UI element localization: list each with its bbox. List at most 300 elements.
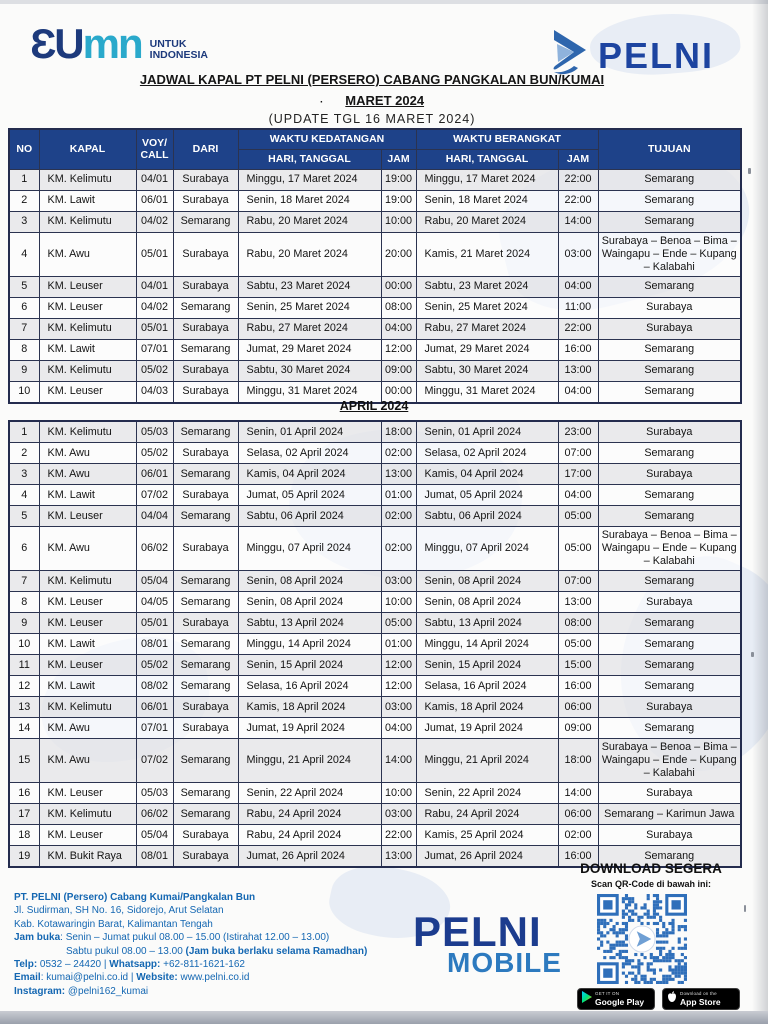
- cell-berangkat-tanggal: Minggu, 31 Maret 2024: [416, 381, 558, 403]
- cell-kedatangan-tanggal: Rabu, 24 April 2024: [238, 804, 381, 825]
- table-row: [9, 485, 741, 506]
- cell-dari: Semarang: [173, 783, 238, 804]
- cell-no: 5: [9, 276, 39, 297]
- cell-dari: Semarang: [173, 421, 238, 443]
- cell-kedatangan-jam: 19:00: [381, 169, 416, 190]
- cell-berangkat-tanggal: Selasa, 02 April 2024: [416, 443, 558, 464]
- cell-kedatangan-jam: 00:00: [381, 276, 416, 297]
- cell-voy-call: 05/04: [136, 571, 173, 592]
- cell-berangkat-jam: 02:00: [558, 825, 598, 846]
- cell-kedatangan-jam: 12:00: [381, 655, 416, 676]
- cell-tujuan: Surabaya: [598, 592, 741, 613]
- cell-tujuan: Surabaya: [598, 464, 741, 485]
- cell-berangkat-tanggal: Rabu, 20 Maret 2024: [416, 211, 558, 232]
- cell-berangkat-jam: 05:00: [558, 634, 598, 655]
- cell-voy-call: 04/01: [136, 169, 173, 190]
- cell-kapal: KM. Kelimutu: [39, 169, 136, 190]
- cell-no: 4: [9, 485, 39, 506]
- cell-voy-call: 08/01: [136, 846, 173, 868]
- cell-voy-call: 06/01: [136, 464, 173, 485]
- cell-dari: Surabaya: [173, 846, 238, 868]
- cell-dari: Semarang: [173, 592, 238, 613]
- cell-kedatangan-tanggal: Jumat, 29 Maret 2024: [238, 339, 381, 360]
- cell-kedatangan-jam: 02:00: [381, 527, 416, 571]
- cell-tujuan: Semarang: [598, 655, 741, 676]
- store-badges: [577, 988, 740, 1010]
- col-waktu-kedatangan: WAKTU KEDATANGAN: [238, 129, 416, 149]
- cell-dari: Surabaya: [173, 485, 238, 506]
- cell-kapal: KM. Awu: [39, 232, 136, 276]
- cell-kapal: KM. Leuser: [39, 655, 136, 676]
- cell-dari: Semarang: [173, 655, 238, 676]
- cell-tujuan: Surabaya – Benoa – Bima – Waingapu – Ende – Kupang – Kalabahi: [598, 739, 741, 783]
- cell-tujuan: Semarang: [598, 339, 741, 360]
- cell-kedatangan-jam: 05:00: [381, 613, 416, 634]
- cell-kedatangan-jam: 00:00: [381, 381, 416, 403]
- cell-no: 17: [9, 804, 39, 825]
- cell-kedatangan-tanggal: Rabu, 27 Maret 2024: [238, 318, 381, 339]
- table-row: [9, 783, 741, 804]
- cell-kedatangan-jam: 12:00: [381, 676, 416, 697]
- col-jam-kedatangan: JAM: [381, 149, 416, 169]
- bumn-logo-text: ƐUmn: [30, 20, 142, 67]
- table-row: [9, 655, 741, 676]
- table-row: [9, 676, 741, 697]
- cell-kapal: KM. Kelimutu: [39, 318, 136, 339]
- cell-tujuan: Semarang: [598, 634, 741, 655]
- cell-kedatangan-tanggal: Jumat, 19 April 2024: [238, 718, 381, 739]
- col-jam-berangkat: JAM: [558, 149, 598, 169]
- cell-kapal: KM. Kelimutu: [39, 360, 136, 381]
- cell-kedatangan-tanggal: Minggu, 31 Maret 2024: [238, 381, 381, 403]
- cell-no: 8: [9, 339, 39, 360]
- cell-no: 10: [9, 634, 39, 655]
- update-note: (UPDATE TGL 16 MARET 2024): [268, 112, 476, 126]
- cell-kapal: KM. Kelimutu: [39, 804, 136, 825]
- cell-berangkat-jam: 23:00: [558, 421, 598, 443]
- cell-kapal: KM. Awu: [39, 718, 136, 739]
- cell-kedatangan-tanggal: Jumat, 05 April 2024: [238, 485, 381, 506]
- cell-dari: Semarang: [173, 739, 238, 783]
- cell-no: 7: [9, 571, 39, 592]
- cell-berangkat-tanggal: Senin, 08 April 2024: [416, 571, 558, 592]
- cell-berangkat-jam: 13:00: [558, 360, 598, 381]
- cell-no: 4: [9, 232, 39, 276]
- cell-dari: Surabaya: [173, 381, 238, 403]
- cell-voy-call: 05/01: [136, 232, 173, 276]
- col-no: NO: [9, 129, 39, 169]
- cell-no: 2: [9, 190, 39, 211]
- scan-edge-top: [0, 0, 768, 4]
- cell-kedatangan-jam: 04:00: [381, 718, 416, 739]
- cell-kapal: KM. Lawit: [39, 339, 136, 360]
- cell-voy-call: 04/01: [136, 276, 173, 297]
- cell-kapal: KM. Kelimutu: [39, 697, 136, 718]
- cell-kapal: KM. Awu: [39, 443, 136, 464]
- cell-kapal: KM. Leuser: [39, 783, 136, 804]
- cell-berangkat-tanggal: Kamis, 04 April 2024: [416, 464, 558, 485]
- cell-berangkat-tanggal: Sabtu, 13 April 2024: [416, 613, 558, 634]
- footer-line: Kab. Kotawaringin Barat, Kalimantan Tengah: [14, 918, 213, 930]
- cell-no: 7: [9, 318, 39, 339]
- cell-tujuan: Surabaya: [598, 825, 741, 846]
- cell-tujuan: Semarang: [598, 718, 741, 739]
- cell-kapal: KM. Lawit: [39, 485, 136, 506]
- cell-no: 6: [9, 297, 39, 318]
- cell-kedatangan-tanggal: Senin, 01 April 2024: [238, 421, 381, 443]
- cell-kapal: KM. Lawit: [39, 634, 136, 655]
- cell-voy-call: 04/05: [136, 592, 173, 613]
- cell-no: 12: [9, 676, 39, 697]
- cell-voy-call: 07/02: [136, 485, 173, 506]
- cell-berangkat-tanggal: Jumat, 29 Maret 2024: [416, 339, 558, 360]
- table-row: [9, 421, 741, 443]
- cell-kedatangan-jam: 01:00: [381, 634, 416, 655]
- cell-berangkat-tanggal: Senin, 25 Maret 2024: [416, 297, 558, 318]
- cell-berangkat-tanggal: Minggu, 07 April 2024: [416, 527, 558, 571]
- table-row: [9, 718, 741, 739]
- cell-kedatangan-tanggal: Sabtu, 23 Maret 2024: [238, 276, 381, 297]
- cell-voy-call: 06/02: [136, 804, 173, 825]
- cell-berangkat-tanggal: Jumat, 19 April 2024: [416, 718, 558, 739]
- pelni-logo-text: PELNI: [598, 34, 715, 76]
- cell-no: 2: [9, 443, 39, 464]
- table-row: [9, 443, 741, 464]
- cell-kedatangan-tanggal: Minggu, 17 Maret 2024: [238, 169, 381, 190]
- cell-berangkat-jam: 18:00: [558, 739, 598, 783]
- cell-berangkat-jam: 22:00: [558, 318, 598, 339]
- cell-no: 19: [9, 846, 39, 868]
- cell-kapal: KM. Kelimutu: [39, 421, 136, 443]
- cell-voy-call: 05/03: [136, 421, 173, 443]
- cell-berangkat-jam: 08:00: [558, 613, 598, 634]
- cell-kapal: KM. Leuser: [39, 825, 136, 846]
- schedule-table-maret: [8, 128, 742, 404]
- cell-kedatangan-tanggal: Senin, 08 April 2024: [238, 571, 381, 592]
- cell-kedatangan-jam: 03:00: [381, 697, 416, 718]
- cell-tujuan: Semarang – Karimun Jawa: [598, 804, 741, 825]
- cell-kedatangan-jam: 02:00: [381, 443, 416, 464]
- col-kapal: KAPAL: [39, 129, 136, 169]
- cell-voy-call: 07/02: [136, 739, 173, 783]
- cell-dari: Semarang: [173, 634, 238, 655]
- cell-kapal: KM. Leuser: [39, 381, 136, 403]
- cell-kapal: KM. Awu: [39, 739, 136, 783]
- cell-no: 18: [9, 825, 39, 846]
- cell-berangkat-jam: 11:00: [558, 297, 598, 318]
- cell-kedatangan-tanggal: Minggu, 07 April 2024: [238, 527, 381, 571]
- cell-kapal: KM. Leuser: [39, 592, 136, 613]
- table-row: [9, 506, 741, 527]
- cell-kedatangan-jam: 10:00: [381, 592, 416, 613]
- cell-voy-call: 04/02: [136, 297, 173, 318]
- document-title-block: [0, 72, 744, 126]
- cell-dari: Surabaya: [173, 718, 238, 739]
- cell-berangkat-jam: 04:00: [558, 276, 598, 297]
- table-row: [9, 592, 741, 613]
- cell-kedatangan-tanggal: Kamis, 18 April 2024: [238, 697, 381, 718]
- cell-kapal: KM. Kelimutu: [39, 211, 136, 232]
- col-hari-tanggal-kedatangan: HARI, TANGGAL: [238, 149, 381, 169]
- col-hari-tanggal-berangkat: HARI, TANGGAL: [416, 149, 558, 169]
- cell-kapal: KM. Bukit Raya: [39, 846, 136, 868]
- download-subtitle: Scan QR-Code di bawah ini:: [590, 879, 711, 889]
- table-row: [9, 697, 741, 718]
- cell-kedatangan-jam: 20:00: [381, 232, 416, 276]
- cell-no: 8: [9, 592, 39, 613]
- cell-tujuan: Semarang: [598, 360, 741, 381]
- cell-voy-call: 04/04: [136, 506, 173, 527]
- cell-berangkat-tanggal: Sabtu, 30 Maret 2024: [416, 360, 558, 381]
- cell-berangkat-tanggal: Jumat, 05 April 2024: [416, 485, 558, 506]
- cell-tujuan: Surabaya: [598, 783, 741, 804]
- cell-berangkat-jam: 06:00: [558, 697, 598, 718]
- branch-contact-info: [14, 891, 454, 998]
- cell-kedatangan-jam: 03:00: [381, 571, 416, 592]
- cell-kapal: KM. Leuser: [39, 613, 136, 634]
- cell-kedatangan-jam: 08:00: [381, 297, 416, 318]
- cell-berangkat-tanggal: Rabu, 24 April 2024: [416, 804, 558, 825]
- cell-voy-call: 05/02: [136, 655, 173, 676]
- apple-icon: [667, 990, 677, 1008]
- cell-berangkat-tanggal: Sabtu, 06 April 2024: [416, 506, 558, 527]
- cell-voy-call: 06/01: [136, 697, 173, 718]
- cell-berangkat-jam: 16:00: [558, 339, 598, 360]
- cell-voy-call: 04/03: [136, 381, 173, 403]
- bumn-tagline: UNTUK INDONESIA: [149, 38, 208, 61]
- cell-no: 6: [9, 527, 39, 571]
- cell-tujuan: Semarang: [598, 169, 741, 190]
- cell-voy-call: 08/01: [136, 634, 173, 655]
- cell-berangkat-jam: 06:00: [558, 804, 598, 825]
- cell-kapal: KM. Leuser: [39, 506, 136, 527]
- cell-kedatangan-jam: 10:00: [381, 783, 416, 804]
- footer-line: PT. PELNI (Persero) Cabang Kumai/Pangkalan Bun: [14, 892, 256, 903]
- table-row: [9, 169, 741, 190]
- cell-no: 1: [9, 169, 39, 190]
- cell-berangkat-tanggal: Jumat, 26 April 2024: [416, 846, 558, 868]
- cell-kedatangan-tanggal: Senin, 08 April 2024: [238, 592, 381, 613]
- cell-berangkat-tanggal: Sabtu, 23 Maret 2024: [416, 276, 558, 297]
- cell-dari: Surabaya: [173, 825, 238, 846]
- cell-voy-call: 07/01: [136, 718, 173, 739]
- cell-berangkat-jam: 09:00: [558, 718, 598, 739]
- cell-berangkat-jam: 22:00: [558, 169, 598, 190]
- cell-kedatangan-tanggal: Jumat, 26 April 2024: [238, 846, 381, 868]
- cell-kedatangan-tanggal: Senin, 18 Maret 2024: [238, 190, 381, 211]
- cell-no: 1: [9, 421, 39, 443]
- footer-line: Telp: 0532 – 24420 | Whatsapp: +62-811-1621-162: [14, 959, 245, 971]
- cell-voy-call: 06/02: [136, 527, 173, 571]
- cell-berangkat-tanggal: Senin, 15 April 2024: [416, 655, 558, 676]
- scan-speck: [751, 652, 754, 657]
- cell-kedatangan-jam: 18:00: [381, 421, 416, 443]
- table-row: [9, 739, 741, 783]
- cell-voy-call: 05/04: [136, 825, 173, 846]
- table-row: [9, 232, 741, 276]
- cell-dari: Surabaya: [173, 613, 238, 634]
- cell-dari: Surabaya: [173, 360, 238, 381]
- cell-voy-call: 06/01: [136, 190, 173, 211]
- footer-line: Instagram: @pelni162_kumai: [14, 985, 149, 997]
- cell-kedatangan-tanggal: Rabu, 24 April 2024: [238, 825, 381, 846]
- cell-berangkat-jam: 17:00: [558, 464, 598, 485]
- cell-tujuan: Surabaya: [598, 421, 741, 443]
- cell-dari: Surabaya: [173, 232, 238, 276]
- table-row: [9, 276, 741, 297]
- cell-kedatangan-tanggal: Minggu, 21 April 2024: [238, 739, 381, 783]
- footer-line: Jam buka: Senin – Jumat pukul 08.00 – 15.00 (Istirahat 12.00 – 13.00): [14, 932, 330, 944]
- cell-kedatangan-tanggal: Rabu, 20 Maret 2024: [238, 211, 381, 232]
- cell-tujuan: Semarang: [598, 846, 741, 868]
- col-tujuan: TUJUAN: [598, 129, 741, 169]
- cell-tujuan: Semarang: [598, 571, 741, 592]
- cell-tujuan: Surabaya: [598, 318, 741, 339]
- table-header: [9, 129, 741, 169]
- cell-no: 3: [9, 464, 39, 485]
- footer-line: Sabtu pukul 08.00 – 13.00 (Jam buka berlaku selama Ramadhan): [66, 945, 368, 957]
- cell-no: 9: [9, 360, 39, 381]
- cell-berangkat-tanggal: Rabu, 27 Maret 2024: [416, 318, 558, 339]
- scan-edge-bottom: [0, 1011, 768, 1024]
- cell-kedatangan-jam: 14:00: [381, 739, 416, 783]
- cell-kedatangan-jam: 02:00: [381, 506, 416, 527]
- cell-berangkat-jam: 14:00: [558, 211, 598, 232]
- schedule-table-april: [8, 420, 742, 868]
- cell-kedatangan-tanggal: Rabu, 20 Maret 2024: [238, 232, 381, 276]
- scan-edge-right: [752, 0, 768, 1024]
- cell-tujuan: Surabaya – Benoa – Bima – Waingapu – Ende – Kupang – Kalabahi: [598, 232, 741, 276]
- cell-tujuan: Semarang: [598, 506, 741, 527]
- cell-voy-call: 05/01: [136, 613, 173, 634]
- table-row: [9, 634, 741, 655]
- table-row: [9, 318, 741, 339]
- cell-kapal: KM. Lawit: [39, 676, 136, 697]
- cell-berangkat-tanggal: Senin, 08 April 2024: [416, 592, 558, 613]
- cell-dari: Semarang: [173, 297, 238, 318]
- cell-berangkat-tanggal: Minggu, 14 April 2024: [416, 634, 558, 655]
- cell-berangkat-jam: 07:00: [558, 443, 598, 464]
- cell-kedatangan-jam: 01:00: [381, 485, 416, 506]
- table-row: [9, 339, 741, 360]
- cell-kedatangan-jam: 19:00: [381, 190, 416, 211]
- cell-berangkat-tanggal: Minggu, 21 April 2024: [416, 739, 558, 783]
- scan-speck: [748, 168, 751, 174]
- cell-berangkat-tanggal: Selasa, 16 April 2024: [416, 676, 558, 697]
- cell-voy-call: 05/01: [136, 318, 173, 339]
- table-row: [9, 360, 741, 381]
- page-title: JADWAL KAPAL PT PELNI (PERSERO) CABANG PANGKALAN BUN/KUMAI: [139, 72, 605, 87]
- cell-dari: Semarang: [173, 464, 238, 485]
- cell-no: 3: [9, 211, 39, 232]
- cell-dari: Surabaya: [173, 190, 238, 211]
- cell-kapal: KM. Awu: [39, 464, 136, 485]
- cell-kedatangan-jam: 22:00: [381, 825, 416, 846]
- cell-kedatangan-jam: 10:00: [381, 211, 416, 232]
- cell-berangkat-jam: 14:00: [558, 783, 598, 804]
- cell-kedatangan-tanggal: Selasa, 16 April 2024: [238, 676, 381, 697]
- cell-berangkat-tanggal: Senin, 22 April 2024: [416, 783, 558, 804]
- cell-berangkat-jam: 04:00: [558, 485, 598, 506]
- footer-line: Jl. Sudirman, SH No. 16, Sidorejo, Arut Selatan: [14, 905, 224, 917]
- cell-berangkat-jam: 03:00: [558, 232, 598, 276]
- table-row: [9, 464, 741, 485]
- cell-kapal: KM. Leuser: [39, 297, 136, 318]
- cell-voy-call: 05/03: [136, 783, 173, 804]
- cell-berangkat-jam: 13:00: [558, 592, 598, 613]
- april-heading: APRIL 2024: [339, 399, 409, 413]
- cell-kedatangan-jam: 03:00: [381, 804, 416, 825]
- cell-dari: Surabaya: [173, 169, 238, 190]
- footer-line: Email: kumai@pelni.co.id | Website: www.pelni.co.id: [14, 972, 250, 984]
- cell-tujuan: Semarang: [598, 381, 741, 403]
- cell-tujuan: Semarang: [598, 211, 741, 232]
- cell-kapal: KM. Awu: [39, 527, 136, 571]
- col-dari: DARI: [173, 129, 238, 169]
- cell-tujuan: Semarang: [598, 485, 741, 506]
- cell-berangkat-jam: 05:00: [558, 506, 598, 527]
- cell-kedatangan-jam: 04:00: [381, 318, 416, 339]
- cell-dari: Semarang: [173, 339, 238, 360]
- col-voy-call: VOY/ CALL: [136, 129, 173, 169]
- app-store-badge: Download on the App Store: [662, 988, 740, 1010]
- cell-no: 10: [9, 381, 39, 403]
- cell-dari: Semarang: [173, 506, 238, 527]
- table-row: [9, 825, 741, 846]
- cell-dari: Semarang: [173, 804, 238, 825]
- download-title: DOWNLOAD SEGERA: [580, 861, 722, 876]
- google-play-icon: [582, 990, 592, 1008]
- cell-tujuan: Surabaya: [598, 697, 741, 718]
- cell-tujuan: Surabaya – Benoa – Bima – Waingapu – Ende – Kupang – Kalabahi: [598, 527, 741, 571]
- bullet-mark: ·: [319, 97, 324, 108]
- table-row: [9, 211, 741, 232]
- cell-kedatangan-tanggal: Senin, 25 Maret 2024: [238, 297, 381, 318]
- cell-voy-call: 04/02: [136, 211, 173, 232]
- cell-voy-call: 05/02: [136, 443, 173, 464]
- cell-no: 11: [9, 655, 39, 676]
- cell-no: 15: [9, 739, 39, 783]
- qr-code: [597, 894, 687, 984]
- cell-tujuan: Semarang: [598, 190, 741, 211]
- cell-no: 16: [9, 783, 39, 804]
- cell-berangkat-tanggal: Kamis, 18 April 2024: [416, 697, 558, 718]
- cell-tujuan: Semarang: [598, 276, 741, 297]
- cell-tujuan: Semarang: [598, 443, 741, 464]
- cell-kedatangan-jam: 12:00: [381, 339, 416, 360]
- table-row: [9, 190, 741, 211]
- cell-berangkat-tanggal: Minggu, 17 Maret 2024: [416, 169, 558, 190]
- cell-no: 9: [9, 613, 39, 634]
- cell-berangkat-tanggal: Senin, 01 April 2024: [416, 421, 558, 443]
- cell-kedatangan-jam: 09:00: [381, 360, 416, 381]
- col-waktu-berangkat: WAKTU BERANGKAT: [416, 129, 598, 149]
- cell-kedatangan-tanggal: Kamis, 04 April 2024: [238, 464, 381, 485]
- table-row: [9, 804, 741, 825]
- table-row: [9, 527, 741, 571]
- cell-kedatangan-tanggal: Senin, 22 April 2024: [238, 783, 381, 804]
- cell-berangkat-tanggal: Kamis, 21 Maret 2024: [416, 232, 558, 276]
- table-row: [9, 613, 741, 634]
- google-play-badge: GET IT ON Google Play: [577, 988, 655, 1010]
- scan-speck: [744, 905, 746, 912]
- cell-no: 13: [9, 697, 39, 718]
- cell-kapal: KM. Leuser: [39, 276, 136, 297]
- table-row: [9, 571, 741, 592]
- cell-kedatangan-tanggal: Sabtu, 13 April 2024: [238, 613, 381, 634]
- cell-berangkat-jam: 04:00: [558, 381, 598, 403]
- cell-kapal: KM. Kelimutu: [39, 571, 136, 592]
